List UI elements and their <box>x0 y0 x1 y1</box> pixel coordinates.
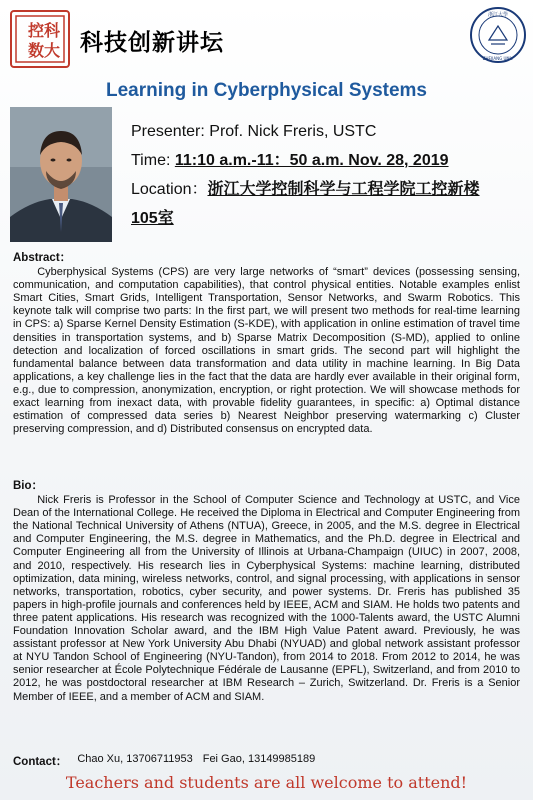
talk-info <box>131 122 526 238</box>
svg-text:科: 科 <box>44 21 63 40</box>
bio-section <box>13 480 520 704</box>
abstract-text: Cyberphysical Systems (CPS) are very large networks of “smart” devices (possessing sensing, communication, and computation capabilities), that control physical entities. Notable examples enlist Smart Cities, Smart Grids, Intelligent Transportation, Sensor Networks, and Swarm Robotics. This keynote talk will comprise two parts: In the first part, we will present two methods for real-time learning in CPS: a) Sparse Kernel Density Estimation (S-KDE), with application in online estimation of travel time densities in transportation systems, and b) Sparse Matrix Decomposition (S-MD), applied to online detection and localization of forced oscillations in smart grids. The second part will highlight the fundamental balance between data transformation and data utility in machine learning. In Big Data applications, a key challenge lies in the fact that the data are hardly ever available in their original form, e.g., due to compression, anonymization, encryption, or right protection. We will showcase methods for exact learning from inexact data, with provable fidelity guarantees, in specific: a) Optimal distance estimation of compressed data series b) Nearest Neighbor preserving watermarking c) Cluster preserving compression, and d) Distributed consensus on encrypted data. <box>13 266 520 436</box>
presenter-line <box>131 122 526 142</box>
svg-text:数: 数 <box>28 41 47 60</box>
presenter-name: Prof. Nick Freris, USTC <box>209 123 377 140</box>
location-line <box>131 180 526 200</box>
time-value: 11:10 a.m.-11：50 a.m. Nov. 28, 2019 <box>174 152 449 169</box>
talk-title: Learning in Cyberphysical Systems <box>105 80 427 101</box>
bio-heading: Bio： <box>13 480 44 492</box>
svg-text:大: 大 <box>44 41 63 60</box>
room-line <box>131 209 526 229</box>
forum-logo <box>10 10 70 68</box>
location-label: Location： <box>131 181 208 198</box>
contact-label: Contact： <box>13 756 68 768</box>
svg-text:ZHEJIANG UNIV: ZHEJIANG UNIV <box>482 56 514 61</box>
presenter-label: Presenter: <box>131 123 210 140</box>
svg-text:控: 控 <box>28 21 47 40</box>
forum-title: 科技创新讲坛 <box>80 30 224 56</box>
contact-person-1: Chao Xu, 13706711953 <box>77 753 193 765</box>
time-label: Time: <box>131 152 175 169</box>
bio-text: Nick Freris is Professor in the School of Computer Science and Technology at USTC, and Vice Dean of the International College. He received the Diploma in Electrical and Computer Engineering from the National Technical University of Athens (NTUA), Greece, in 2005, and the M.S. degree in Electrical and Computer Engineering, the M.S. degree in Mathematics, and the Ph.D. degree in Electrical and Computer Engineering all from the University of Illinois at Urbana-Champaign (UIUC) in 2007, 2008, and 2010, respectively. His research lies in Cyberphysical Systems: machine learning, distributed optimization, data mining, wireless networks, control, and signal processing, with applications in sensor networks, transportation, robotics, cyber security, and power systems. Dr. Freris has published 35 papers in high-profile journals and conferences held by IEEE, ACM and SIAM. He holds two patents and three patent applications. His research was recognized with the 1000-Talents award, the USTC Alumni Foundation Innovation Scholar award, and the IBM High Value Patent award. Previously, he was assistant professor at New York University Abu Dhabi (NYUAD) and global network assistant professor at NYU Tandon School of Engineering (NYU-Tandon), from 2014 to 2018. From 2012 to 2014, he was senior researcher at École Polytechnique Fédérale de Lausanne (EPFL), Switzerland, and from 2010 to 2012, he was postdoctoral researcher at IBM Research – Zurich, Switzerland. Dr. Freris is a Senior Member of IEEE, and a member of ACM and SIAM. <box>13 494 520 703</box>
time-line <box>131 151 526 171</box>
abstract-section <box>13 252 520 436</box>
location-value: 浙江大学控制科学与工程学院工控新楼 <box>207 181 480 198</box>
zju-seal-icon <box>469 6 527 64</box>
room-value: 105室 <box>131 210 174 227</box>
contact-line <box>13 753 315 769</box>
abstract-heading: Abstract： <box>13 252 72 264</box>
presenter-photo <box>10 107 112 242</box>
contact-person-2: Fei Gao, 13149985189 <box>202 753 316 765</box>
header <box>0 0 533 70</box>
forum-logo-icon <box>14 14 66 64</box>
welcome-message: Teachers and students are all welcome to attend! <box>65 773 468 792</box>
svg-text:浙江大學: 浙江大學 <box>487 12 509 18</box>
